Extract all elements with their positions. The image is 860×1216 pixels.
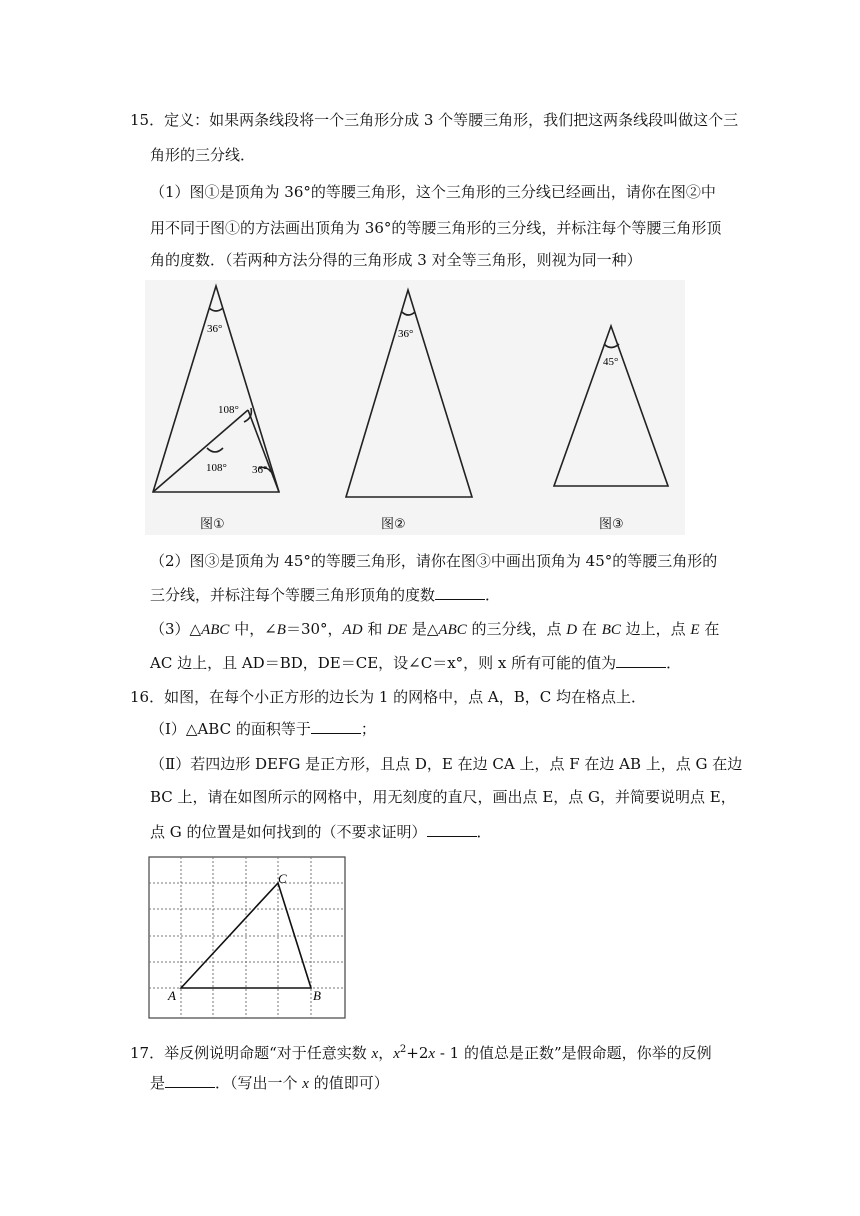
- q16-part2-line1: （Ⅱ）若四边形 DEFG 是正方形，且点 D，E 在边 CA 上，点 F 在边 AB 上，点 G 在边: [150, 755, 743, 773]
- q15-part1-line3: 角的度数．（若两种方法分得的三角形成 3 对全等三角形，则视为同一种）: [150, 251, 642, 269]
- q15-part2-line2: 三分线，并标注每个等腰三角形顶角的度数 ．: [150, 586, 501, 604]
- answer-blank: [427, 822, 477, 837]
- fig1-angle-108-lower: 108°: [206, 462, 227, 474]
- fig2-angle-apex: 36°: [398, 328, 414, 340]
- answer-blank: [435, 585, 485, 600]
- fig1-angle-apex: 36°: [207, 323, 223, 335]
- point-b-label: B: [313, 988, 321, 1003]
- q15-line1: 15．定义：如果两条线段将一个三角形分成 3 个等腰三角形，我们把这两条线段叫做这个三: [130, 111, 739, 129]
- fig1-angle-108-upper: 108°: [218, 404, 239, 416]
- q15-part1-line1: （1）图①是顶角为 36°的等腰三角形，这个三角形的三分线已经画出，请你在图②中: [150, 183, 716, 201]
- fig3-angle-apex: 45°: [603, 356, 619, 368]
- answer-blank: [165, 1073, 215, 1088]
- q15-part3-line1: （3）△ABC 中，∠B＝30°，AD 和 DE 是△ABC 的三分线，点 D 在 BC 边上，点 E 在: [150, 620, 720, 638]
- q17-line2: 是 ．（写出一个 x 的值即可）: [150, 1074, 389, 1092]
- fig3-label: 图③: [599, 517, 624, 532]
- q17-line1: 17．举反例说明命题“对于任意实数 x，$x^2+2x - 1$ 的值总是正数”是假命题，你举的反例: [130, 1044, 712, 1062]
- answer-blank: [311, 719, 361, 734]
- fig2-label: 图②: [381, 517, 406, 532]
- q16-grid-figure: [148, 856, 348, 1020]
- q15-part3-line2: AC 边上，且 AD＝BD，DE＝CE，设∠C＝x°，则 x 所有可能的值为 ．: [150, 654, 682, 672]
- q15-part2-line1: （2）图③是顶角为 45°的等腰三角形，请你在图③中画出顶角为 45°的等腰三角形的: [150, 552, 718, 570]
- fig1-label: 图①: [200, 517, 225, 532]
- point-a-label: A: [168, 988, 176, 1003]
- q16-line1: 16．如图，在每个小正方形的边长为 1 的网格中，点 A，B，C 均在格点上．: [130, 688, 647, 706]
- q16-part2-line2: BC 上，请在如图所示的网格中，用无刻度的直尺，画出点 E，点 G，并简要说明点 E，: [150, 788, 736, 806]
- q15-figures: [145, 280, 685, 535]
- q15-part1-line2: 用不同于图①的方法画出顶角为 36°的等腰三角形的三分线，并标注每个等腰三角形顶: [150, 219, 722, 237]
- q15-line2: 角形的三分线．: [150, 146, 256, 164]
- point-c-label: C: [278, 871, 287, 886]
- q16-part2-line3: 点 G 的位置是如何找到的（不要求证明） ．: [150, 823, 492, 841]
- q16-part1: （Ⅰ）△ABC 的面积等于 ；: [150, 720, 376, 738]
- answer-blank: [616, 653, 666, 668]
- fig1-angle-36-base: 36°: [252, 464, 268, 476]
